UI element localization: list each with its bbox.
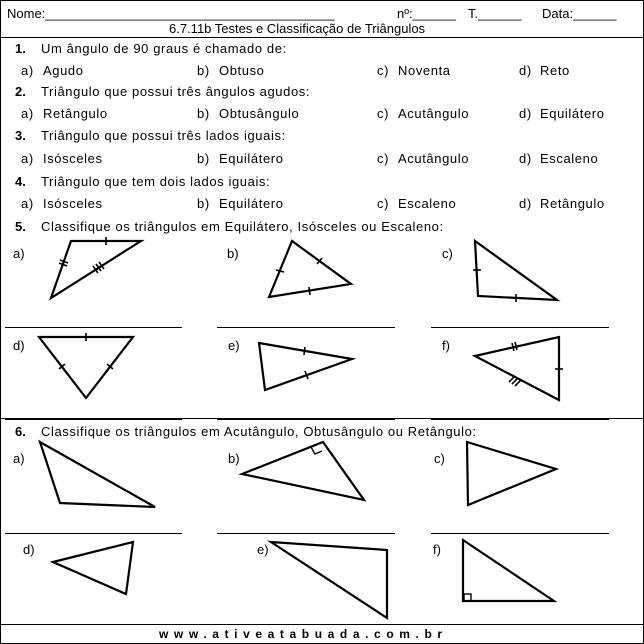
option-d-text[interactable]: Equilátero	[540, 106, 605, 121]
tick-mark	[515, 342, 517, 350]
option-d-text[interactable]: Reto	[540, 63, 570, 78]
option-a-letter: a)	[21, 151, 34, 166]
question-text: Triângulo que tem dois lados iguais:	[41, 174, 271, 189]
tick-mark	[512, 343, 514, 351]
triangle-5d	[39, 337, 133, 398]
option-a-letter: a)	[21, 196, 34, 211]
option-c-text[interactable]: Acutângulo	[398, 151, 470, 166]
question-number: 2.	[15, 84, 26, 99]
option-b-letter: b)	[197, 63, 210, 78]
triangle-6b	[242, 442, 364, 500]
option-a-text[interactable]: Retângulo	[43, 106, 108, 121]
option-c-letter: c)	[377, 151, 390, 166]
option-a-text[interactable]: Agudo	[43, 63, 84, 78]
page-title: 6.7.11b Testes e Classificação de Triângulos	[169, 21, 426, 36]
figure-label: c)	[434, 451, 445, 466]
option-a-letter: a)	[21, 106, 34, 121]
triangle-6f	[463, 540, 554, 601]
option-c-letter: c)	[377, 196, 390, 211]
option-d-letter: d)	[519, 63, 532, 78]
option-d-text[interactable]: Escaleno	[540, 151, 599, 166]
figure-label: b)	[228, 451, 240, 466]
tick-mark	[276, 270, 284, 272]
triangle-6a	[40, 442, 155, 507]
figure-label: a)	[13, 246, 25, 261]
option-b-text[interactable]: Obtusângulo	[219, 106, 300, 121]
number-field[interactable]: nº:______	[397, 6, 456, 21]
option-c-text[interactable]: Acutângulo	[398, 106, 470, 121]
right-angle-mark	[311, 447, 322, 454]
option-b-letter: b)	[197, 106, 210, 121]
option-c-letter: c)	[377, 106, 390, 121]
question-text: Classifique os triângulos em Acutângulo, Obtusângulo ou Retângulo:	[41, 424, 477, 439]
option-d-letter: d)	[519, 106, 532, 121]
figure-label: f)	[442, 338, 450, 353]
class-field[interactable]: T.______	[468, 6, 522, 21]
option-b-letter: b)	[197, 196, 210, 211]
tick-mark	[309, 287, 310, 295]
option-d-letter: d)	[519, 151, 532, 166]
figure-label: a)	[13, 451, 25, 466]
question-number: 4.	[15, 174, 26, 189]
triangle-5f	[475, 337, 559, 400]
option-a-letter: a)	[21, 63, 34, 78]
figure-label: b)	[227, 246, 239, 261]
triangle-5e	[259, 343, 352, 390]
figure-label: d)	[23, 542, 35, 557]
option-c-text[interactable]: Escaleno	[398, 196, 457, 211]
figure-label: e)	[228, 338, 240, 353]
option-d-text[interactable]: Retângulo	[540, 196, 605, 211]
tick-mark	[304, 347, 305, 355]
option-b-text[interactable]: Obtuso	[219, 63, 265, 78]
option-c-text[interactable]: Noventa	[398, 63, 451, 78]
date-field[interactable]: Data:______	[542, 6, 617, 21]
option-b-text[interactable]: Equilátero	[219, 151, 284, 166]
question-text: Triângulo que possui três lados iguais:	[41, 128, 286, 143]
question-text: Classifique os triângulos em Equilátero, Isósceles ou Escaleno:	[41, 219, 444, 234]
question-number: 5.	[15, 219, 26, 234]
name-field[interactable]: Nome:________________________________________	[7, 6, 335, 21]
option-b-text[interactable]: Equilátero	[219, 196, 284, 211]
question-number: 1.	[15, 41, 26, 56]
footer-site-url: www.ativeatabuada.com.br	[159, 627, 448, 641]
option-a-text[interactable]: Isósceles	[43, 151, 103, 166]
question-text: Um ângulo de 90 graus é chamado de:	[41, 41, 287, 56]
triangle-5c	[475, 241, 557, 300]
figure-label: d)	[13, 338, 25, 353]
option-d-letter: d)	[519, 196, 532, 211]
figure-label: f)	[433, 542, 441, 557]
option-a-text[interactable]: Isósceles	[43, 196, 103, 211]
figure-label: e)	[257, 542, 269, 557]
option-c-letter: c)	[377, 63, 390, 78]
triangle-6e	[271, 542, 387, 618]
triangle-6c	[467, 442, 556, 505]
question-text: Triângulo que possui três ângulos agudos:	[41, 84, 311, 99]
triangle-6d	[53, 542, 133, 594]
figure-label: c)	[442, 246, 453, 261]
triangle-figures	[1, 1, 644, 644]
question-number: 3.	[15, 128, 26, 143]
option-b-letter: b)	[197, 151, 210, 166]
question-number: 6.	[15, 424, 26, 439]
